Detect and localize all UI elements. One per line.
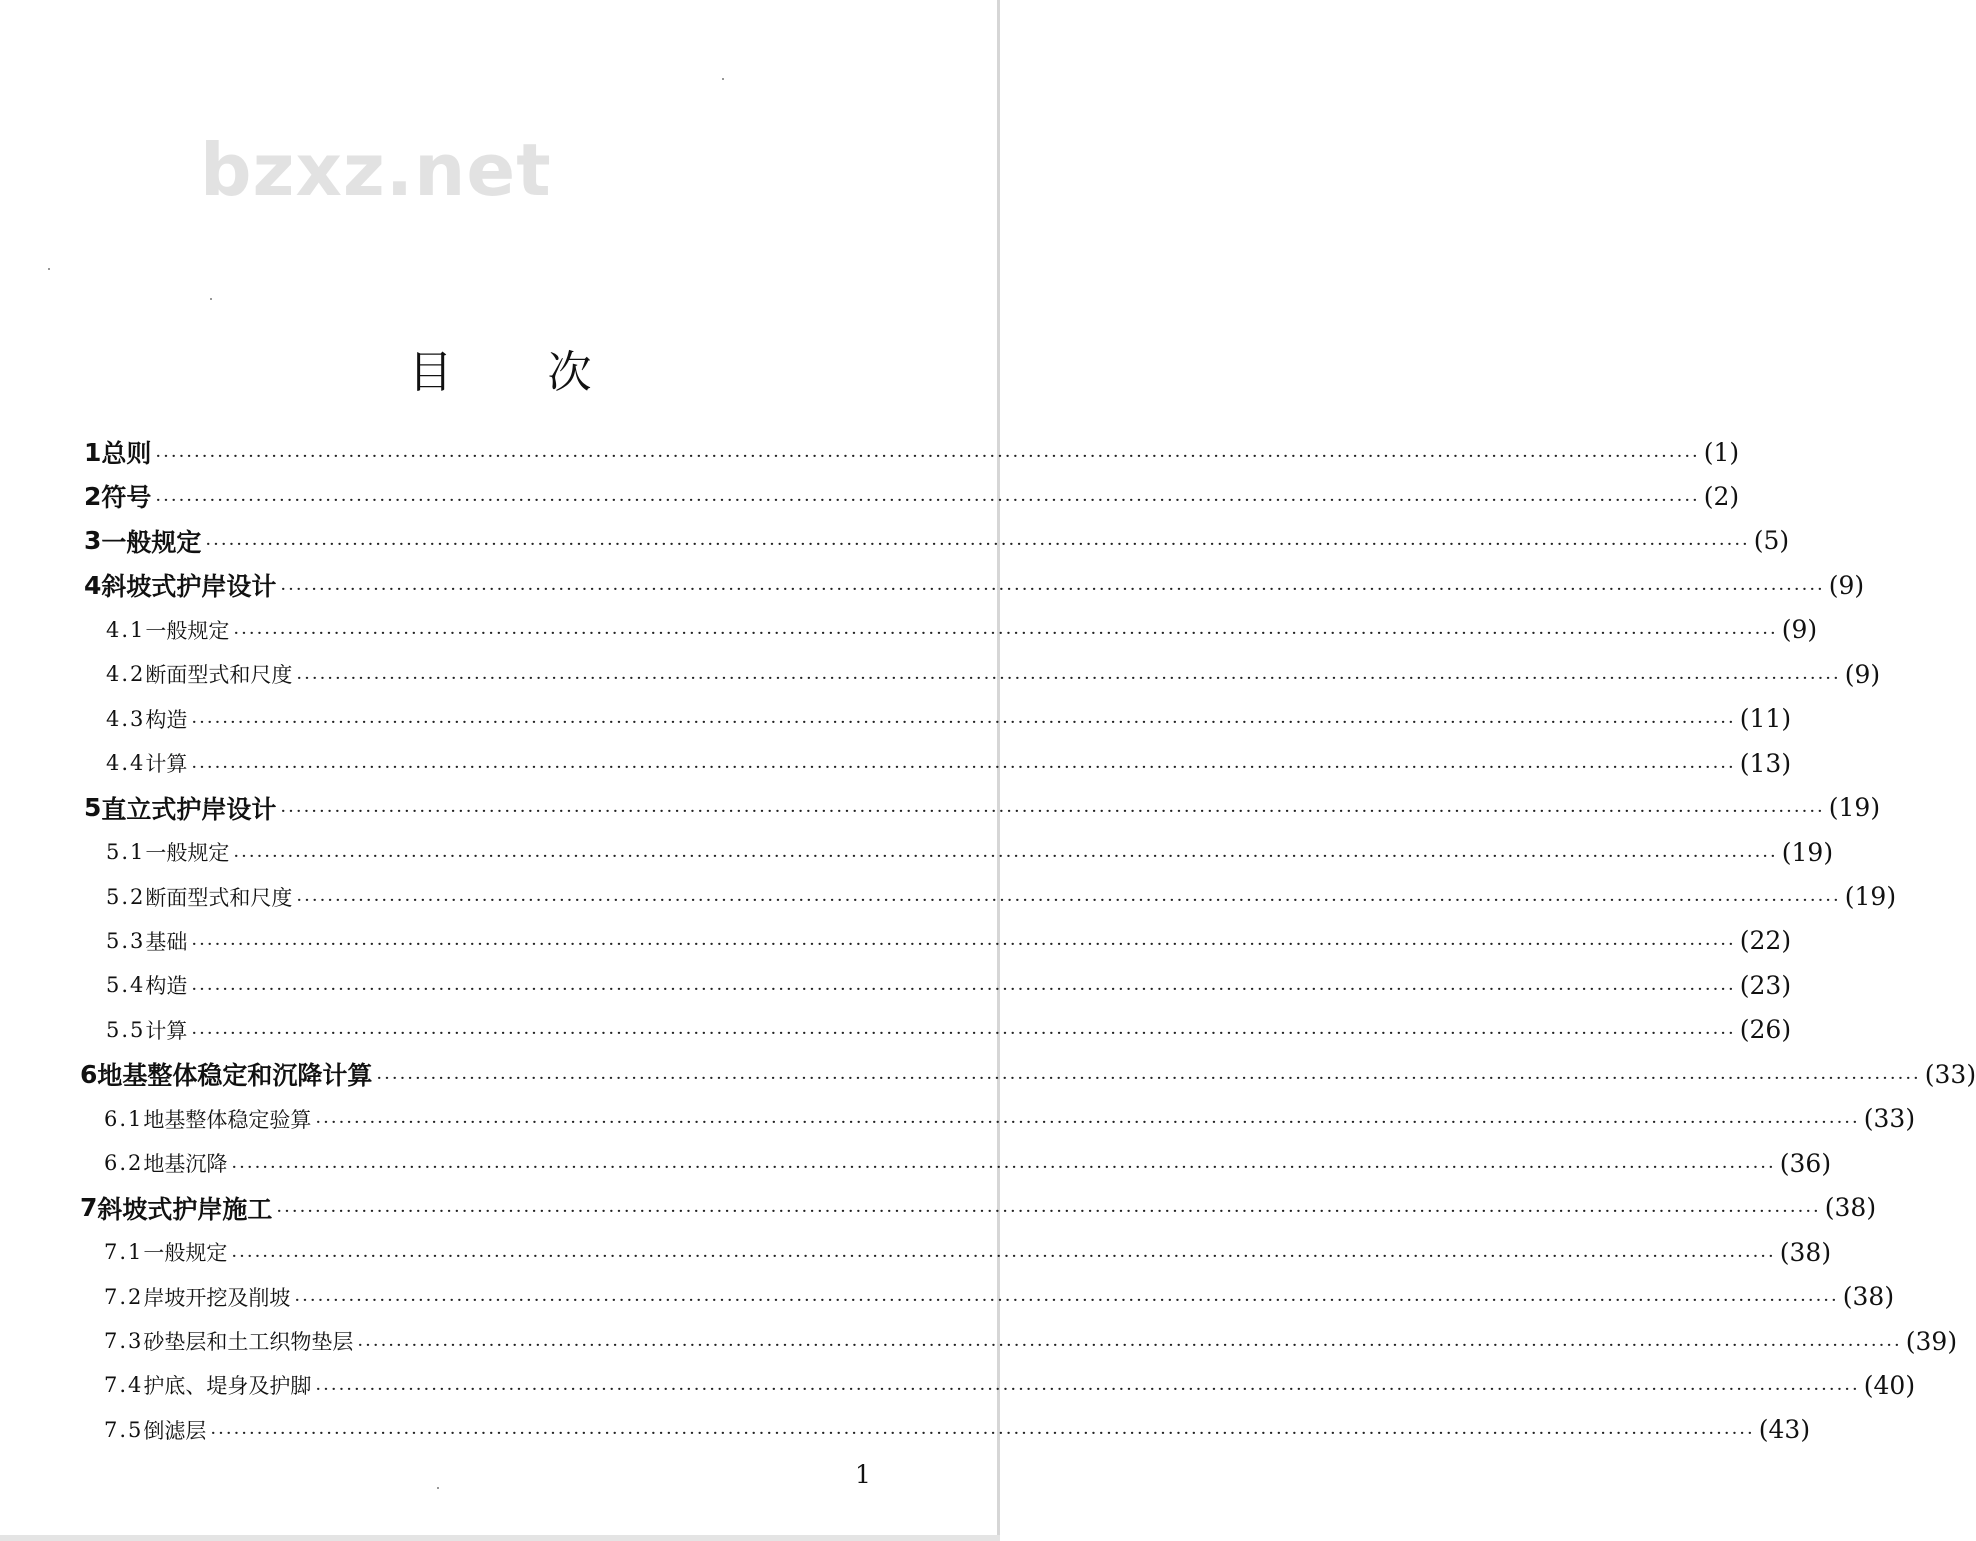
toc-page-ref: (9) (1828, 570, 1865, 600)
toc-entry (104, 1363, 1916, 1407)
toc-leader-dots: ········································································································································································································ (296, 667, 1841, 689)
toc-page-ref: (19) (1781, 837, 1834, 867)
toc-entry (104, 1141, 1832, 1185)
title-char-2: 次 (547, 347, 592, 398)
toc-page-ref: (11) (1739, 704, 1792, 734)
toc-title: 砂垫层和土工织物垫层 (143, 1330, 354, 1354)
toc-title: 一般规定 (143, 1241, 228, 1266)
toc-page-ref: (23) (1739, 970, 1792, 1000)
toc-title: 计算 (145, 752, 188, 777)
toc-entry (104, 1408, 1811, 1452)
toc-title: 护底、堤身及护脚 (143, 1374, 312, 1399)
toc-entry (106, 875, 1897, 919)
toc-entry (106, 830, 1834, 874)
toc-page-ref: (38) (1779, 1237, 1832, 1267)
toc-entry (84, 474, 1740, 518)
toc-title: 倒滤层 (143, 1418, 207, 1443)
toc-number: 6.1 (104, 1106, 144, 1131)
scan-speck (48, 268, 50, 270)
toc-number: 7.5 (104, 1417, 144, 1442)
toc-entry (106, 608, 1818, 652)
toc-title: 断面型式和尺度 (145, 663, 293, 688)
toc-leader-dots: ········································································································································································································ (357, 1334, 1902, 1356)
toc-leader-dots: ········································································································································································································ (280, 578, 1825, 600)
toc-entry (84, 519, 1790, 563)
toc-number: 7.1 (104, 1240, 144, 1265)
toc-number: 6 (80, 1059, 98, 1089)
toc-title: 直立式护岸设计 (101, 794, 277, 824)
toc-leader-dots: ········································································································································································································ (155, 445, 1700, 467)
toc-number: 4.4 (106, 751, 146, 776)
toc-number: 4 (84, 570, 102, 600)
toc-number: 5.3 (106, 928, 146, 953)
toc-number: 5.1 (106, 840, 146, 865)
toc-leader-dots: ········································································································································································································ (233, 623, 1778, 645)
toc-number: 6.2 (104, 1151, 144, 1176)
toc-leader-dots: ········································································································································································································ (315, 1378, 1860, 1400)
toc-entry (104, 1230, 1832, 1274)
toc-number: 5.4 (106, 973, 146, 998)
toc-entry (106, 1008, 1792, 1052)
page-title (0, 336, 1000, 400)
toc-number: 4.1 (106, 617, 146, 642)
toc-leader-dots: ········································································································································································································ (191, 1023, 1736, 1045)
toc-number: 7 (80, 1193, 98, 1223)
toc-entry (84, 430, 1740, 474)
toc-number: 1 (84, 437, 102, 467)
title-char-1: 目 (408, 347, 453, 398)
toc-title: 一般规定 (101, 527, 202, 557)
toc-entry (106, 919, 1792, 963)
toc-title: 地基整体稳定和沉降计算 (97, 1061, 373, 1091)
toc-leader-dots: ········································································································································································································ (210, 1423, 1755, 1445)
toc-entry (84, 563, 1865, 607)
scan-speck (210, 298, 212, 300)
toc-title: 构造 (145, 974, 188, 999)
toc-title: 计算 (145, 1018, 188, 1043)
toc-title: 基础 (145, 929, 188, 954)
scan-speck (722, 78, 724, 80)
toc-entry (106, 741, 1792, 785)
toc-title: 斜坡式护岸设计 (101, 572, 277, 602)
toc-title: 一般规定 (145, 841, 230, 866)
toc-entry (104, 1319, 1958, 1363)
toc-number: 4.2 (106, 662, 146, 687)
toc-page-ref: (26) (1739, 1015, 1792, 1045)
toc-leader-dots: ········································································································································································································ (205, 534, 1750, 556)
toc-leader-dots: ········································································································································································································ (276, 1201, 1821, 1223)
toc-page-ref: (38) (1824, 1193, 1877, 1223)
toc-page-ref: (43) (1758, 1415, 1811, 1445)
toc-leader-dots: ········································································································································································································ (191, 756, 1736, 778)
toc-title: 断面型式和尺度 (145, 885, 293, 910)
toc-number: 4.3 (106, 706, 146, 731)
toc-number: 3 (84, 526, 102, 556)
watermark: bzxz.net (200, 128, 552, 212)
page-number: 1 (855, 1460, 871, 1489)
toc-page-ref: (19) (1844, 882, 1897, 911)
toc-entry (80, 1052, 1976, 1096)
scan-edge-bottom (0, 1535, 1000, 1541)
toc-number: 7.3 (104, 1329, 144, 1353)
toc-leader-dots: ········································································································································································································ (376, 1067, 1921, 1089)
toc-page-ref: (5) (1753, 526, 1790, 556)
toc-leader-dots: ········································································································································································································ (191, 712, 1736, 734)
toc-entry (104, 1097, 1916, 1141)
toc-leader-dots: ········································································································································································································ (191, 978, 1736, 1000)
toc-title: 符号 (101, 483, 152, 513)
toc-title: 地基整体稳定验算 (143, 1107, 312, 1132)
toc-leader-dots: ········································································································································································································ (231, 1156, 1776, 1178)
toc-leader-dots: ········································································································································································································ (315, 1112, 1860, 1134)
toc-entry (104, 1275, 1895, 1319)
toc-page-ref: (39) (1905, 1326, 1958, 1356)
toc-entry (106, 652, 1881, 696)
toc-number: 5.5 (106, 1017, 146, 1042)
toc-page-ref: (40) (1863, 1370, 1916, 1400)
toc-number: 5 (84, 793, 102, 823)
toc-page-ref: (9) (1844, 659, 1881, 689)
toc-entry (80, 1186, 1877, 1230)
toc-page-ref: (13) (1739, 748, 1792, 778)
toc-title: 总则 (101, 439, 152, 468)
toc-leader-dots: ········································································································································································································ (280, 801, 1825, 823)
toc-leader-dots: ········································································································································································································ (294, 1290, 1839, 1312)
toc-leader-dots: ········································································································································································································ (155, 489, 1700, 511)
toc-page-ref: (33) (1863, 1104, 1916, 1134)
toc-entry (106, 697, 1792, 741)
scan-speck (437, 1487, 439, 1489)
toc-number: 2 (84, 481, 102, 511)
toc-entry (84, 786, 1881, 830)
toc-number: 7.4 (104, 1373, 144, 1398)
toc-page-ref: (9) (1781, 615, 1818, 645)
toc-page-ref: (2) (1703, 481, 1740, 511)
toc-title: 地基沉降 (143, 1152, 228, 1177)
toc-leader-dots: ········································································································································································································ (191, 934, 1736, 956)
toc-entry (106, 963, 1792, 1007)
toc-page-ref: (22) (1739, 926, 1792, 956)
toc-title: 一般规定 (145, 618, 230, 643)
toc-number: 5.2 (106, 884, 146, 909)
toc-page-ref: (36) (1779, 1148, 1832, 1178)
toc-title: 构造 (145, 707, 188, 732)
toc-page-ref: (19) (1828, 793, 1881, 823)
toc-title: 斜坡式护岸施工 (97, 1194, 273, 1224)
toc-title: 岸坡开挖及削坡 (143, 1285, 291, 1310)
toc-number: 7.2 (104, 1284, 144, 1309)
toc-page-ref: (33) (1924, 1059, 1976, 1089)
toc-page-ref: (1) (1703, 437, 1740, 467)
toc-leader-dots: ········································································································································································································ (233, 845, 1778, 867)
toc-page-ref: (38) (1842, 1282, 1895, 1312)
toc-leader-dots: ········································································································································································································ (231, 1245, 1776, 1267)
toc-leader-dots: ········································································································································································································ (296, 890, 1841, 911)
